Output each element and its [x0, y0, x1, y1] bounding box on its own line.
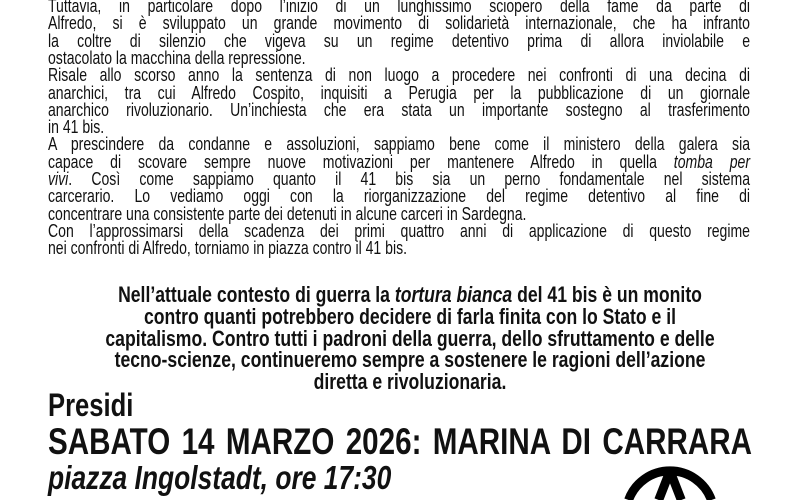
- italic-text: vivi: [48, 169, 69, 189]
- text-segment: Tuttavia, in particolare dopo l’inizio di un lunghissimo sciopero della fame da parte di: [48, 0, 750, 16]
- text-segment: Nell’attuale contesto di guerra la: [118, 282, 395, 307]
- text-segment: carcerario. Lo vediamo oggi con la riorganizzazione del regime detentivo al fine di: [48, 186, 750, 207]
- italic-text: tortura bianca: [394, 282, 513, 307]
- text-segment: A prescindere da condanne e assoluzioni, sappiamo bene come il ministero della galera sia: [48, 134, 750, 155]
- body-line: [48, 153, 750, 171]
- text-segment: capitalismo. Contro tutti i padroni della guerra, dello sfruttamento e delle: [105, 325, 715, 351]
- body-line: [48, 66, 750, 84]
- text-segment: Con l’approssimarsi della scadenza dei primi quattro anni di applicazione di questo regime: [48, 220, 750, 241]
- text-segment: Risale allo scorso anno la sentenza di non luogo a procedere nei confronti di una decina di: [48, 65, 750, 86]
- text-segment: capace di scovare sempre nuove motivazioni per mantenere Alfredo in quella: [48, 151, 674, 172]
- text-segment: Alfredo, si è sviluppato un grande movimento di solidarietà internazionale, che ha infranto: [48, 13, 750, 34]
- body-line: [48, 187, 750, 205]
- body-line: [48, 14, 750, 32]
- event-heading: Presidi: [48, 387, 134, 423]
- body-line: [48, 32, 750, 50]
- body-line: [48, 239, 750, 257]
- text-segment: anarchico rivoluzionario. Un’inchiesta che era stata un importante sostegno al trasferimento: [48, 99, 750, 120]
- circle-a-anarchy-icon: [615, 465, 725, 500]
- text-segment: contro quanti potrebbero decidere di farla finita con lo Stato e il: [144, 303, 676, 329]
- body-line: [48, 49, 750, 67]
- text-segment: la coltre di silenzio che vigeva su un regime detentivo prima di allora inviolabile e: [48, 30, 750, 51]
- body-line: [48, 84, 750, 102]
- statement-line: [10, 284, 800, 306]
- text-segment: tecno-scienze, continueremo sempre a sostenere le ragioni dell’azione: [114, 347, 706, 373]
- body-line: [48, 118, 750, 136]
- text-segment: anarchici, tra cui Alfredo Cospito, inquisiti a Perugia per la pubblicazione di un giornale: [48, 82, 750, 103]
- body-line: [48, 222, 750, 240]
- event-location-time: piazza Ingolstadt, ore 17:30: [48, 459, 392, 496]
- text-segment: diretta e rivoluzionaria.: [313, 369, 507, 395]
- body-line: [48, 170, 750, 188]
- italic-text: tomba per: [673, 151, 750, 172]
- text-segment: nei confronti di Alfredo, torniamo in piazza contro il 41 bis.: [48, 238, 407, 259]
- text-segment: concentrare una consistente parte dei detenuti in alcune carceri in Sardegna.: [48, 203, 527, 224]
- text-segment: in 41 bis.: [48, 117, 105, 138]
- text-segment: del 41 bis è un monito: [512, 282, 702, 307]
- event-date-place: SABATO 14 MARZO 2026: MARINA DI CARRARA: [48, 421, 752, 462]
- body-line: [48, 101, 750, 119]
- statement-line: [10, 325, 800, 351]
- body-line: [48, 135, 750, 153]
- statement-line: [10, 349, 800, 371]
- text-segment: ostacolato la macchina della repressione.: [48, 47, 306, 68]
- statement-line: [10, 303, 800, 329]
- body-line: [48, 205, 750, 223]
- text-segment: . Così come sappiamo quanto il 41 bis sia un perno fondamentale nel sistema: [68, 169, 750, 189]
